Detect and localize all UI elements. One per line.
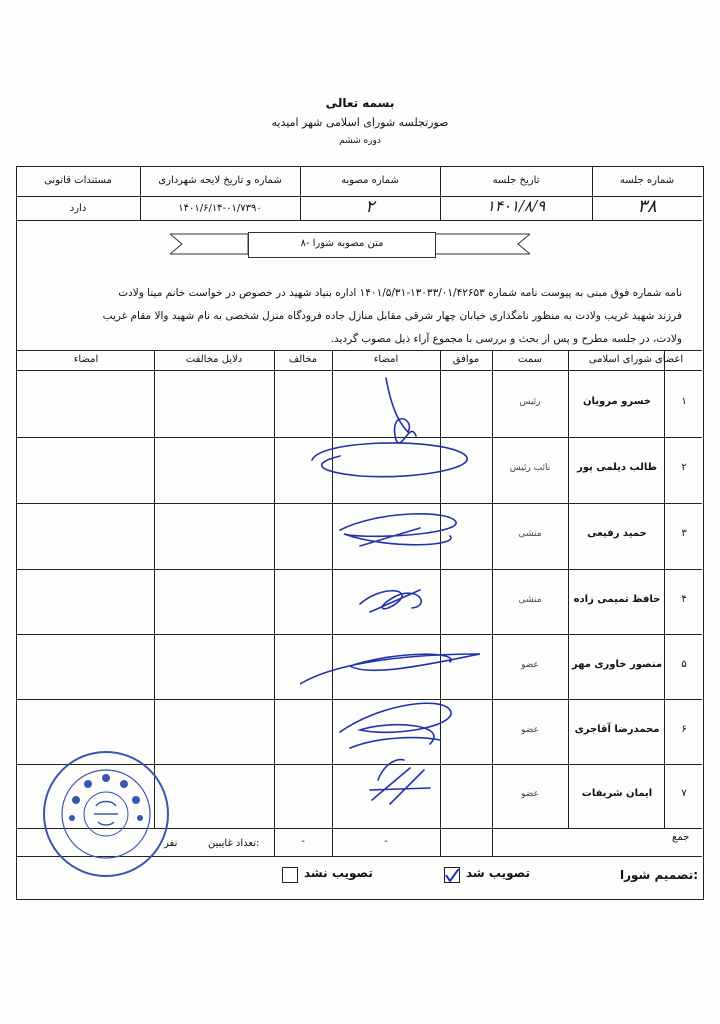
col-signature-2: امضاء (73, 354, 99, 365)
row-number: ۵ (681, 659, 687, 670)
member-role: عضو (521, 660, 539, 670)
total-disagree-dash: - (301, 836, 305, 847)
decision-label: تصمیم شورا: (620, 868, 699, 882)
member-role: منشی (518, 595, 542, 605)
header-session-number: شماره جلسه (619, 175, 675, 186)
row-number: ۶ (681, 724, 687, 735)
resolution-text (20, 282, 682, 351)
absent-label: تعداد غایبین: (208, 838, 260, 849)
signatures-icon (300, 360, 500, 820)
resolution-number-value: ۲ (365, 197, 375, 217)
legal-basis-value: دارد (69, 203, 87, 214)
col-signature: امضاء (373, 354, 399, 365)
resolution-line-3: ولادت، در جلسه مطرح و پس از بحث و بررسی با مجموع آراء ذیل مصوب گردید. (330, 333, 682, 345)
col-role: سمت (518, 354, 542, 365)
bill-number-date-value: ۱۴۰۱/۶/۱۴-۰۱/۷۳۹۰ (178, 203, 262, 214)
member-name: خسرو مرویان (583, 396, 651, 407)
resolution-line-1: نامه شماره فوق مبنی به پیوست نامه شماره ۱۳۰۳۳/۰۱/۴۲۶۵۳-۱۴۰۱/۵/۳۱ اداره بنیاد شهید در خصوص در خواست خانم مینا ولادت (118, 287, 682, 299)
header-resolution-number: شماره مصوبه (341, 175, 399, 186)
header-bill-number-date: شماره و تاریخ لایحه شهرداری (158, 175, 282, 186)
section-title-box (248, 232, 436, 258)
session-number-value: ۳۸ (637, 196, 657, 217)
row-number: ۱ (681, 396, 687, 407)
header-title: صورتجلسه شورای اسلامی شهر امیدیه (271, 116, 449, 129)
header-legal-basis: مستندات قانونی (44, 175, 112, 186)
member-role: نائب رئیس (509, 463, 551, 473)
col-disagree-reasons: دلایل مخالفت (185, 354, 243, 365)
member-name: حافظ تمیمی زاده (573, 594, 661, 605)
session-date-value: ۱۴۰۱/۸/۹ (486, 197, 546, 215)
member-name: طالب دیلمی پور (576, 462, 658, 473)
col-disagree: مخالف (288, 354, 318, 365)
member-name: حمید رفیعی (587, 528, 647, 539)
member-role: منشی (518, 529, 542, 539)
header-session-date: تاریخ جلسه (492, 175, 540, 186)
section-title: ۸- متن مصوبه شورا (300, 238, 384, 249)
approved-checkbox[interactable] (444, 867, 460, 883)
checkmark-icon (445, 869, 459, 883)
resolution-line-2: فرزند شهید غریب ولادت به منظور نامگذاری خیابان چهار شرقی مقابل منازل جاده فرودگاه منزل شخصی به نام شهید والا مقام غریب (102, 310, 682, 322)
row-number: ۲ (681, 462, 687, 473)
row-number: ۷ (681, 788, 687, 799)
approved-label: تصویب شد (466, 866, 530, 880)
member-name: محمدرضا آقاجری (574, 724, 660, 735)
total-label: جمع (672, 832, 690, 843)
col-members: اعضای شورای اسلامی (588, 354, 684, 365)
rejected-label: تصویب نشد (304, 866, 373, 880)
rejected-checkbox[interactable] (282, 867, 298, 883)
col-agree: موافق (452, 354, 480, 365)
member-role: عضو (521, 789, 539, 799)
member-name: منصور خاوری مهر (571, 659, 663, 670)
header-term: دوره ششم (339, 136, 381, 146)
row-number: ۳ (681, 528, 687, 539)
member-name: ایمان شریفات (581, 788, 653, 799)
member-role: عضو (521, 725, 539, 735)
header-basmala: بسمه تعالی (325, 96, 395, 110)
row-number: ۴ (681, 594, 687, 605)
member-role: رئیس (519, 397, 541, 407)
total-agree-dash: - (384, 836, 388, 847)
council-seal-icon (40, 748, 172, 880)
absent-unit: نفر (164, 838, 178, 849)
